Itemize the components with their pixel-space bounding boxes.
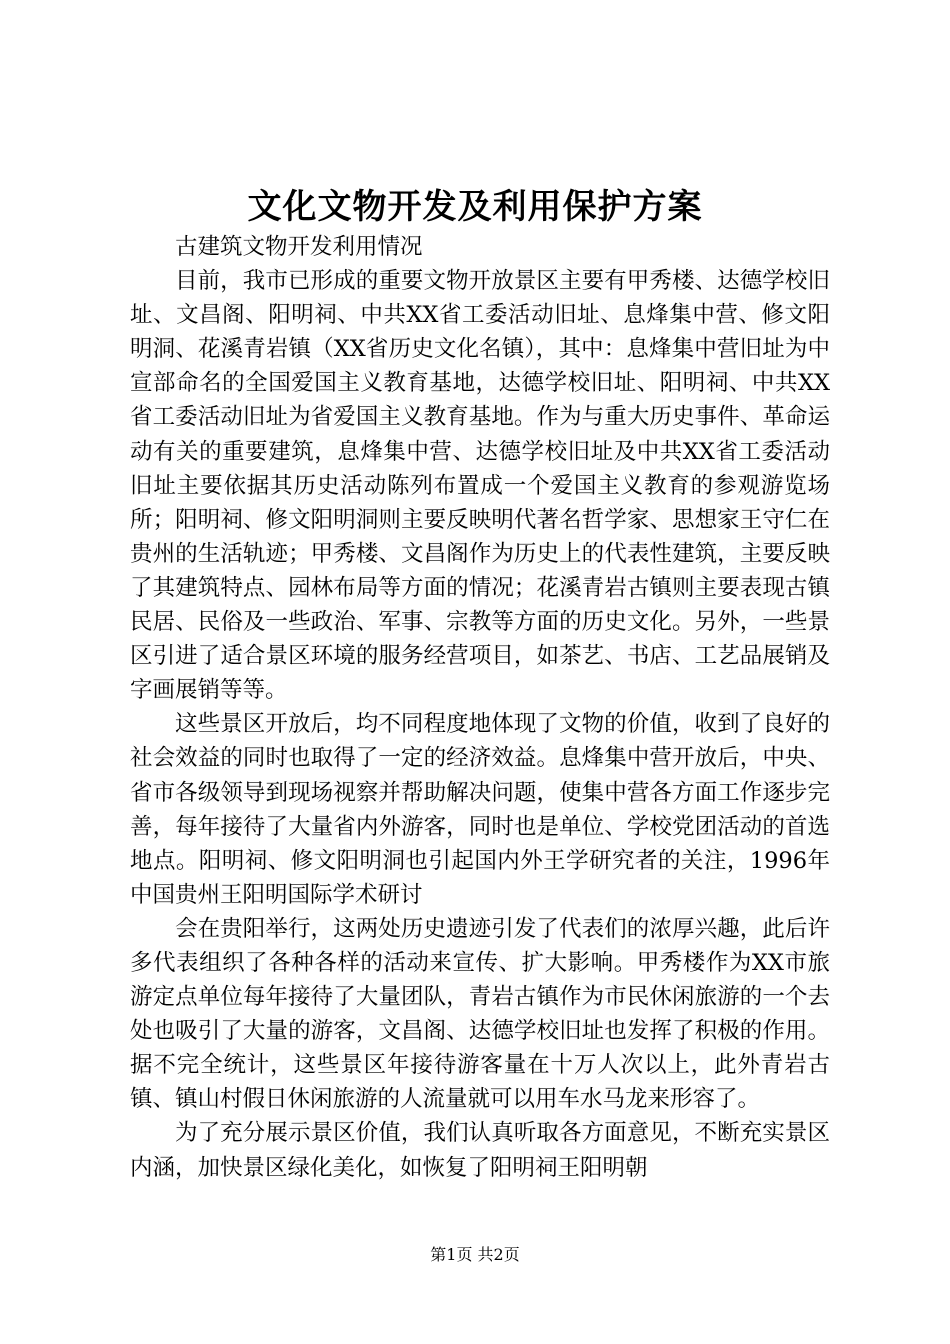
section-heading: 古建筑文物开发利用情况: [175, 234, 423, 260]
document-body: [130, 230, 830, 1185]
body-paragraph: 为了充分展示景区价值，我们认真听取各方面意见，不断充实景区内涵，加快景区绿化美化，如恢复了阳明祠王阳明朝: [130, 1120, 830, 1181]
body-paragraph: 会在贵阳举行，这两处历史遗迹引发了代表们的浓厚兴趣，此后许多代表组织了各种各样的活动来宣传、扩大影响。甲秀楼作为XX市旅游定点单位每年接待了大量团队，青岩古镇作为市民休闲旅游的一个去处也吸引了大量的游客，文昌阁、达德学校旧址也发挥了积极的作用。据不完全统计，这些景区年接待游客量在十万人次以上，此外青岩古镇、镇山村假日休闲旅游的人流量就可以用车水马龙来形容了。: [130, 915, 830, 1113]
page-number-footer: 第1页 共2页: [430, 1245, 520, 1264]
body-paragraph: 目前，我市已形成的重要文物开放景区主要有甲秀楼、达德学校旧址、文昌阁、阳明祠、中共XX省工委活动旧址、息烽集中营、修文阳明洞、花溪青岩镇（XX省历史文化名镇），其中：息烽集中营旧址为中宣部命名的全国爱国主义教育基地，达德学校旧址、阳明祠、中共XX省工委活动旧址为省爱国主义教育基地。作为与重大历史事件、革命运动有关的重要建筑，息烽集中营、达德学校旧址及中共XX省工委活动旧址主要依据其历史活动陈列布置成一个爱国主义教育的参观游览场所；阳明祠、修文阳明洞则主要反映明代著名哲学家、思想家王守仁在贵州的生活轨迹；甲秀楼、文昌阁作为历史上的代表性建筑，主要反映了其建筑特点、园林布局等方面的情况；花溪青岩古镇则主要表现古镇民居、民俗及一些政治、军事、宗教等方面的历史文化。另外，一些景区引进了适合景区环境的服务经营项目，如茶艺、书店、工艺品展销及字画展销等等。: [130, 268, 830, 704]
body-paragraph: 这些景区开放后，均不同程度地体现了文物的价值，收到了良好的社会效益的同时也取得了一定的经济效益。息烽集中营开放后，中央、省市各级领导到现场视察并帮助解决问题，使集中营各方面工作逐步完善，每年接待了大量省内外游客，同时也是单位、学校党团活动的首选地点。阳明祠、修文阳明洞也引起国内外王学研究者的关注，1996年中国贵州王阳明国际学术研讨: [130, 711, 830, 908]
document-title: 文化文物开发及利用保护方案: [247, 187, 703, 227]
